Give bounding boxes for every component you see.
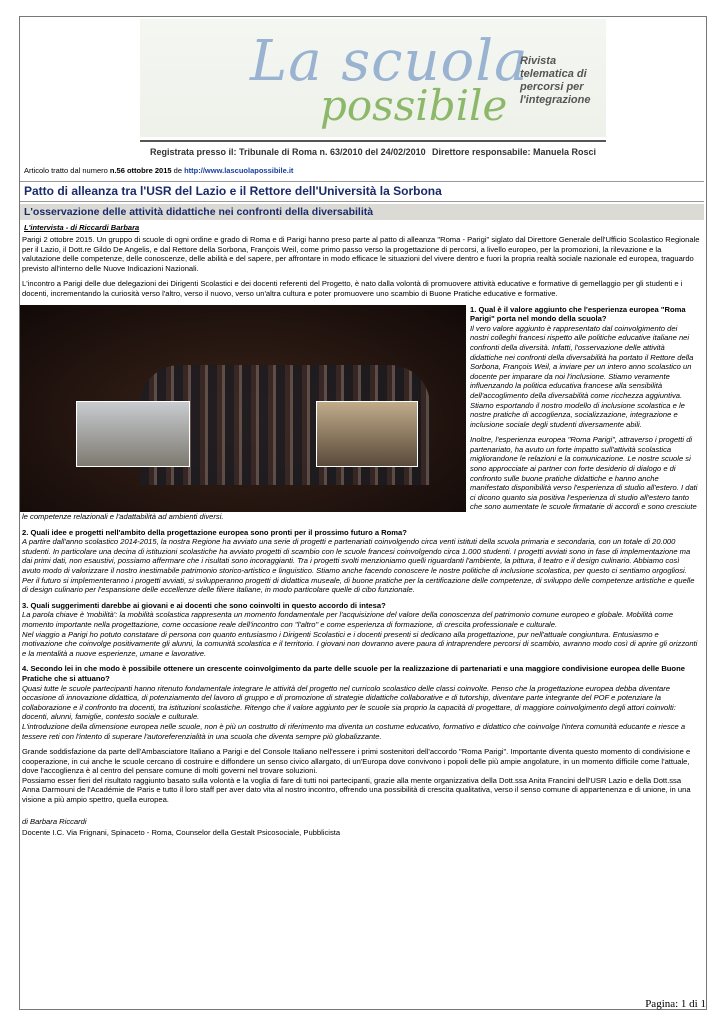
signing-photo [316,401,418,467]
author-signature: di Barbara Riccardi [22,816,87,826]
masthead-banner [140,19,606,167]
answer-2: A partire dall'anno scolastico 2014-2015, la nostra Regione ha avviato una serie di progetti e partenariati coinvolgendo circa venti istituti della scuola primaria e secondaria, con un totale di 20.000 studenti. In particolare una decina di istituzioni scolastiche ha avviato progetti di scambio con le scuole francesi coinvolgendo circa 1.000 studenti. I progetti avviati sono in fase di implementazione ma dai primi dati, non esaustivi, possiamo affermare che i risultati sono incoraggianti. Tra i progetti svolti menzioniamo quelli riguardanti l'ambiente, la pittura, il teatro e il design culinario. Abbiamo così avuto modo di valorizzare il nostro inestimabile patrimonio storico-artistico e linguistico. Stiamo anche facendo conoscere le nostre politiche di inclusione scolastica, per questo ci sentiamo orgogliosi. Per il futuro si implementeranno i progetti avviati, si svilupperanno progetti di didattica museale, di buone pratiche per la certificazione delle competenze, di sviluppo delle competenze artistiche e quelle di design culinario per l'espansione delle eccellenze delle filiere italiane, in modo particolare quelle di cibo funzionale. [22,537,695,595]
issue-number: n.56 ottobre 2015 [109,166,172,175]
masthead-title: La scuola [250,29,529,94]
masthead-divider [140,140,606,142]
question-4: 4. Secondo lei in che modo è possibile ottenere un crescente coinvolgimento da parte delle scuole per la realizzazione di partenariati e una maggiore condivisione europea delle Buone Pratiche che si attuano? [22,664,685,683]
page-number: Pagina: 1 di 1 [645,998,706,1010]
source-link[interactable]: http://www.lascuolapossibile.it [184,166,294,175]
article-title: Patto di alleanza tra l'USR del Lazio e il Rettore dell'Università la Sorbona [24,184,442,198]
article-subtitle: L'osservazione delle attività didattiche nei confronti della diversabilità [20,204,704,220]
answer-1-continued: Inoltre, l'esperienza europea "Roma Parigi", attraverso i progetti di partenariato, ha avuto un forte impatto sull'attività scolastica migliorandone le relazioni e la comunicazione. Le nostre scuole si sono approcciate ai partner con forte desiderio di dialogo e di confronto sulle buone pratiche didattiche e hanno anche manifestato disponibilità verso l'esperienza di studio all'estero. I dati ci dicono quanto sia positiva l'esperienza di studio all'estero tanto che sono aumentate le scuole firmatarie di accordi e sono cresciute le competenze relazionali e l'adattabilità ad ambienti diversi. [22,435,698,522]
article-source [24,166,704,175]
question-2: 2. Quali idee e progetti nell'ambito della progettazione europea sono pronti per il prossimo futuro a Roma? [22,527,407,537]
question-block-4 [22,664,700,741]
masthead-subtitle: possibile [320,81,508,130]
paragraph-closing [22,747,700,805]
source-mid: de [171,166,185,175]
article-content [20,166,704,837]
masthead-tagline: Rivista telematica di percorsi per l'integrazione [520,55,591,106]
paragraph-meeting: L'incontro a Parigi delle due delegazioni dei Dirigenti Scolastici e dei docenti referenti del Progetto, è nato dalla volontà di promuovere attività educative e formative di gemellaggio per gli studenti e i docenti, incrementando la curiosità verso l'altro, verso il nuovo, verso un'altra cultura e poter promuovere uno scambio di Buone Pratiche educative e formative. [22,279,683,298]
question-block-1 [470,305,700,430]
group-photo [20,305,466,512]
answer-1: Il vero valore aggiunto è rappresentato dal coinvolgimento dei nostri colleghi francesi rispetto alle politiche educative italiane nei confronti della diversità. Infatti, l'osservazione delle attività didattiche nei confronti della diversabilità ha portato il Rettore della Sorbona, François Weil, a inviare per un intero anno scolastico un docente per imparare da noi l'inclusione. Stiamo veramente influenzando la politica educativa francese alla sensibilità dell'accoglimento della diversabilità come ricchezza aggiuntiva. Stiamo esportando il nostro modello di inclusione scolastica e le nostre pratiche di accoglienza, socializzazione, integrazione e inclusione sociale degli studenti diversamente abili. [470,323,694,429]
question-block-2 [22,528,700,595]
registration-note: Registrata presso il: Tribunale di Roma n. 63/2010 del 24/02/2010 [150,147,426,157]
answer-3-continued: Nel viaggio a Parigi ho potuto constatare di persona con quanto entusiasmo i Dirigenti Scolastici e i docenti presenti si dedicano alla progettazione, pur nell'attuale congiuntura. Entusiasmo e motivazione che coinvolge positivamente gli alunni, la comunità scolastica e il territorio. I giovani non dovranno avere paura di intraprendere percorsi di scambio, avranno modo così di aprire gli orizzonti e la mentalità a nuove esperienze, umane e lavorative. [22,629,698,658]
answer-4: Quasi tutte le scuole partecipanti hanno ritenuto fondamentale integrare le attività del progetto nel curricolo scolastico delle classi coinvolte. Penso che la progettazione europea debba diventare occasione di innovazione didattica, di potenziamento del lavoro di gruppo e di promozione di strategie didattiche collaborative e di tutorship, diventare parte integrante del POF e potenziare la collaborazione e il confronto tra docenti, tra istituzioni scolastiche. Ritengo che il valore aggiunto per le scuole sia proprio la capacità di progettare, di maggiore coinvolgimento degli attori coinvolti: docenti, alunni, famiglie, contesto sociale e culturale. [22,683,676,722]
article-byline: L'intervista - di Riccardi Barbara [24,223,140,232]
answer-3: La parola chiave è 'mobilità': la mobilità scolastica rappresenta un momento fondamentale per l'acquisizione del valore della conoscenza del patrimonio comune europeo e globale. Mobilità come momento importante nella progettazione, come occasione reale dell'incontro con "l'altro" e come esperienza di formazione, di crescita professionale e culturale. [22,610,674,629]
question-block-3 [22,601,700,659]
question-3: 3. Quali suggerimenti darebbe ai giovani e ai docenti che sono coinvolti in questo accordo di intesa? [22,600,386,610]
source-prefix: Articolo tratto dal numero [24,166,110,175]
title-box [20,181,704,202]
director-note: Direttore responsabile: Manuela Rosci [432,147,597,157]
paragraph-intro: Parigi 2 ottobre 2015. Un gruppo di scuole di ogni ordine e grado di Roma e di Parigi hanno preso parte al patto di alleanza "Roma - Parigi" siglato dal Direttore Generale dell'Ufficio Scolastico Regionale per il Lazio, il Dott.re Gildo De Angelis, e dal Rettore della Sorbona, François Weil, come primo passo verso la progettazione di percorsi, a livello europeo, per la promozioni, la rilevazione e la valutazione delle competenze, delle conoscenze, delle abilità e del sapere, per affrontare in modo efficace le situazioni del vivere dentro e fuori la propria realtà sociale nazionale ed europea, traguardo previsto all'interno delle Nuove Indicazioni Nazionali. [22,235,700,273]
author-role: Docente I.C. Via Frignani, Spinaceto - Roma, Counselor della Gestalt Psicosociale, Pubblicista [22,827,341,837]
paris-street-photo [76,401,190,467]
paragraph-ambassador: Grande soddisfazione da parte dell'Ambasciatore Italiano a Parigi e del Console Italiano nell'essere i primi sostenitori dell'accordo "Roma Parigi". Importante diventa questo momento di condivisione e cooperazione, in cui anche le scuole cercano di costruire e diffondere un senso civico allargato, di un'Europa dove convivono i popoli delle più ampie angolature, in un momento difficile come l'attuale, dove l'accoglienza è al centro del pensare comune di molti governi nel trovare soluzioni. [22,747,691,776]
question-1: 1. Qual è il valore aggiunto che l'esperienza europea "Roma Parigi" porta nel mondo della scuola? [470,304,686,324]
paragraph-thanks: Possiamo esser fieri del risultato raggiunto basato sulla volontà e la voglia di fare di tutti noi partecipanti, grazie alla mente organizzativa della Dott.ssa Anita Francini dell'USR Lazio e della Dott.ssa Anna Darmouni de l'Académie de Paris e tutto il loro staff per aver dato vita al nostro incontro, offrendo una possibilità di crescita qualitativa, verso il senso comune di appartenenza e di unione, in una visione a più ampio spettro, quella europea. [22,775,691,805]
answer-4-continued: L'introduzione della dimensione europea nelle scuole, non è più un costrutto di riferimento ma diventa un costume educativo, formativo e didattico che coinvolge l'intera comunità educante e riesce a tessere reti con l'intento di superare l'autoreferenzialità in una scuola che diventa sempre più globalizzante. [22,721,686,741]
